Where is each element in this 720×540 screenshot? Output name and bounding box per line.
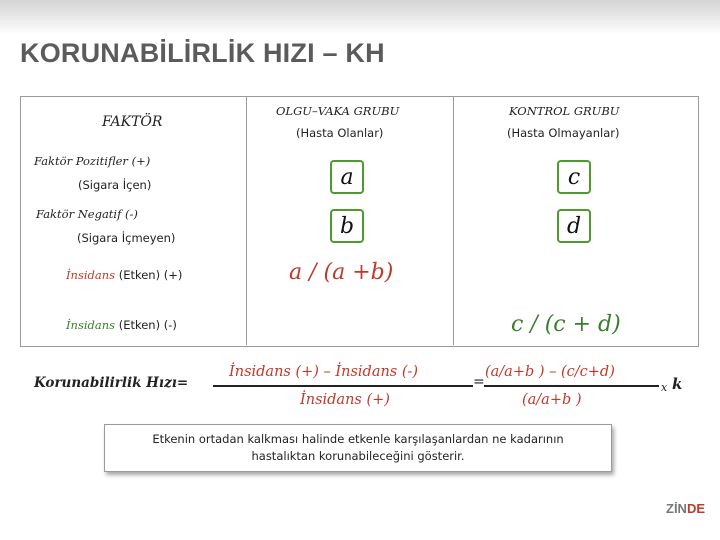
note-line-2: hastalıktan korunabileceğini gösterir. [251, 449, 465, 463]
formula-denominator: İnsidans (+) [300, 392, 390, 408]
brand-part-1: ZİN [666, 501, 687, 516]
formula-numerator-2: (a/a+b ) – (c/c+d) [485, 364, 615, 380]
incidence-exposed-prefix: İnsidans [66, 268, 116, 282]
formula-numerator [229, 364, 418, 380]
incidence-unexposed-rest: (Etken) (-) [115, 318, 177, 332]
brand-part-2: DE [686, 501, 706, 516]
case-group-title: OLGU–VAKA GRUBU [276, 104, 400, 118]
brand-logo [666, 501, 705, 516]
page-title: KORUNABİLİRLİK HIZI – KH [20, 38, 385, 68]
row-positive-label: Faktör Pozitifler (+) [34, 154, 151, 168]
cell-a: a [330, 160, 364, 194]
header-gradient-bar [0, 0, 720, 34]
row-negative-label: Faktör Negatif (-) [36, 207, 138, 221]
formula-fraction-line [213, 385, 473, 387]
row-negative-sublabel: (Sigara İçmeyen) [77, 231, 176, 245]
incidence-unexposed-value: c / (c + d) [511, 312, 621, 337]
formula-fraction-line-2 [484, 385, 659, 387]
formula-k: k [672, 375, 683, 393]
cell-c: c [557, 160, 591, 194]
case-group-subtitle: (Hasta Olanlar) [296, 126, 384, 140]
control-group-title: KONTROL GRUBU [509, 104, 620, 118]
formula-equals: = [473, 374, 485, 390]
incidence-unexposed-prefix: İnsidans [66, 318, 116, 332]
formula-denominator-2: (a/a+b ) [522, 392, 582, 408]
explanation-note [104, 424, 612, 472]
cell-b: b [330, 209, 364, 243]
cell-d: d [557, 209, 591, 243]
formula-numerator-text: İnsidans (+) – İnsidans (-) [229, 364, 419, 380]
incidence-exposed-value: a / (a +b) [289, 260, 394, 285]
table-divider-2 [453, 96, 454, 345]
formula-label: Korunabilirlik Hızı= [34, 375, 189, 391]
incidence-exposed-rest: (Etken) (+) [115, 268, 183, 282]
table-divider-1 [246, 96, 247, 345]
formula-times: x [661, 381, 668, 394]
control-group-subtitle: (Hasta Olmayanlar) [507, 126, 620, 140]
incidence-unexposed-label [66, 318, 177, 332]
row-positive-sublabel: (Sigara İçen) [78, 178, 152, 192]
incidence-exposed-label [66, 268, 182, 282]
note-line-1: Etkenin ortadan kalkması halinde etkenle karşılaşanlardan ne kadarının [152, 432, 564, 446]
factor-header: FAKTÖR [102, 114, 163, 130]
